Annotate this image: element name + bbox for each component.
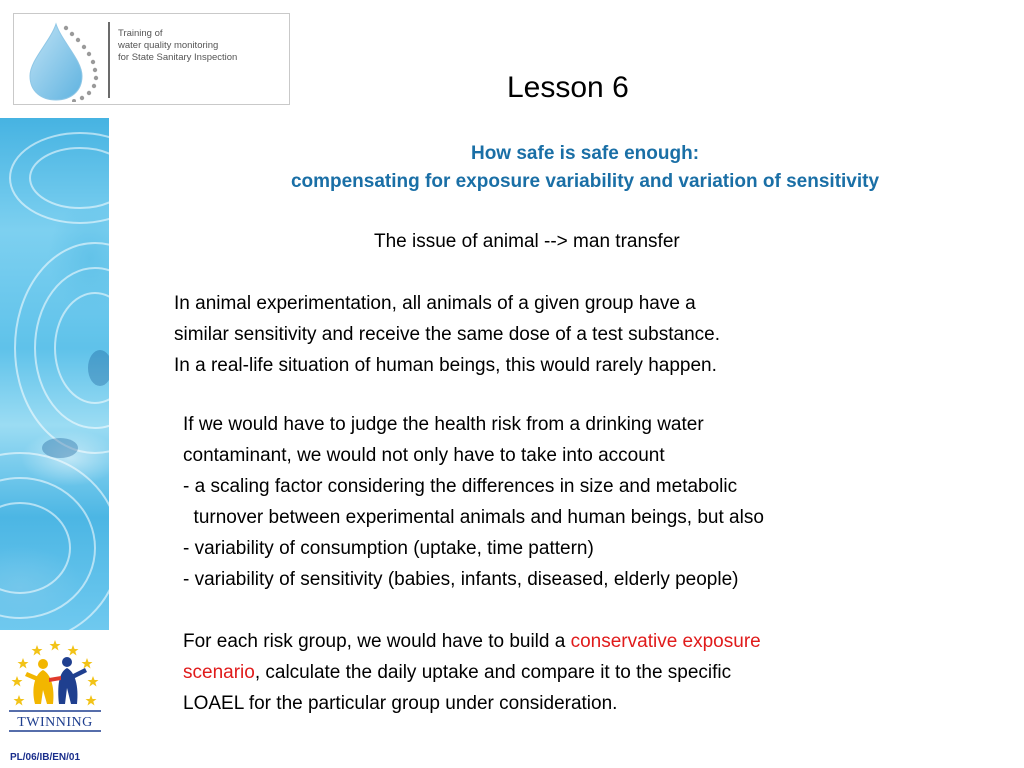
- subtitle-line: compensating for exposure variability and variation of sensitivity: [290, 171, 880, 192]
- subtitle-line: How safe is safe enough:: [470, 143, 700, 164]
- text-line: turnover between experimental animals and human beings, but also: [183, 507, 764, 528]
- lesson-title: Lesson 6: [507, 71, 629, 104]
- text-line: LOAEL for the particular group under consideration.: [183, 693, 618, 714]
- twinning-logo: [5, 638, 105, 738]
- text-line: similar sensitivity and receive the same dose of a test substance.: [174, 324, 720, 345]
- logo-text-line: water quality monitoring: [118, 40, 219, 51]
- paragraph-risk-group: [183, 626, 761, 719]
- paragraph-animal-experimentation: [174, 288, 720, 381]
- paragraph-health-risk: [183, 409, 764, 595]
- twinning-label: TWINNING: [17, 715, 93, 730]
- text-span: , calculate the daily uptake and compare it to the specific: [254, 662, 732, 683]
- slide-subtitle: [160, 140, 1010, 196]
- program-logo: [13, 13, 290, 105]
- logo-text-line: Training of: [118, 28, 163, 39]
- highlight-text: conservative exposure: [570, 631, 761, 652]
- people-figures-icon: [25, 657, 87, 704]
- text-line: - variability of consumption (uptake, time pattern): [183, 538, 594, 559]
- issue-heading: The issue of animal --> man transfer: [374, 231, 680, 252]
- water-ripple-image: [0, 118, 109, 630]
- document-code: PL/06/IB/EN/01: [10, 752, 81, 763]
- text-line: - variability of sensitivity (babies, infants, diseased, elderly people): [183, 569, 739, 590]
- highlight-text: scenario: [183, 662, 255, 683]
- text-line: [183, 657, 761, 688]
- text-line: In animal experimentation, all animals of a given group have a: [174, 293, 696, 314]
- logo-text: [118, 28, 288, 64]
- text-span: For each risk group, we would have to build a: [183, 631, 571, 652]
- water-drop-icon: [22, 20, 114, 102]
- text-line: - a scaling factor considering the differences in size and metabolic: [183, 476, 738, 497]
- text-line: In a real-life situation of human beings, this would rarely happen.: [174, 355, 717, 376]
- logo-divider: [108, 22, 110, 98]
- text-line: contaminant, we would not only have to take into account: [183, 445, 665, 466]
- text-line: [183, 626, 761, 657]
- text-line: If we would have to judge the health risk from a drinking water: [183, 414, 704, 435]
- logo-text-line: for State Sanitary Inspection: [118, 52, 238, 63]
